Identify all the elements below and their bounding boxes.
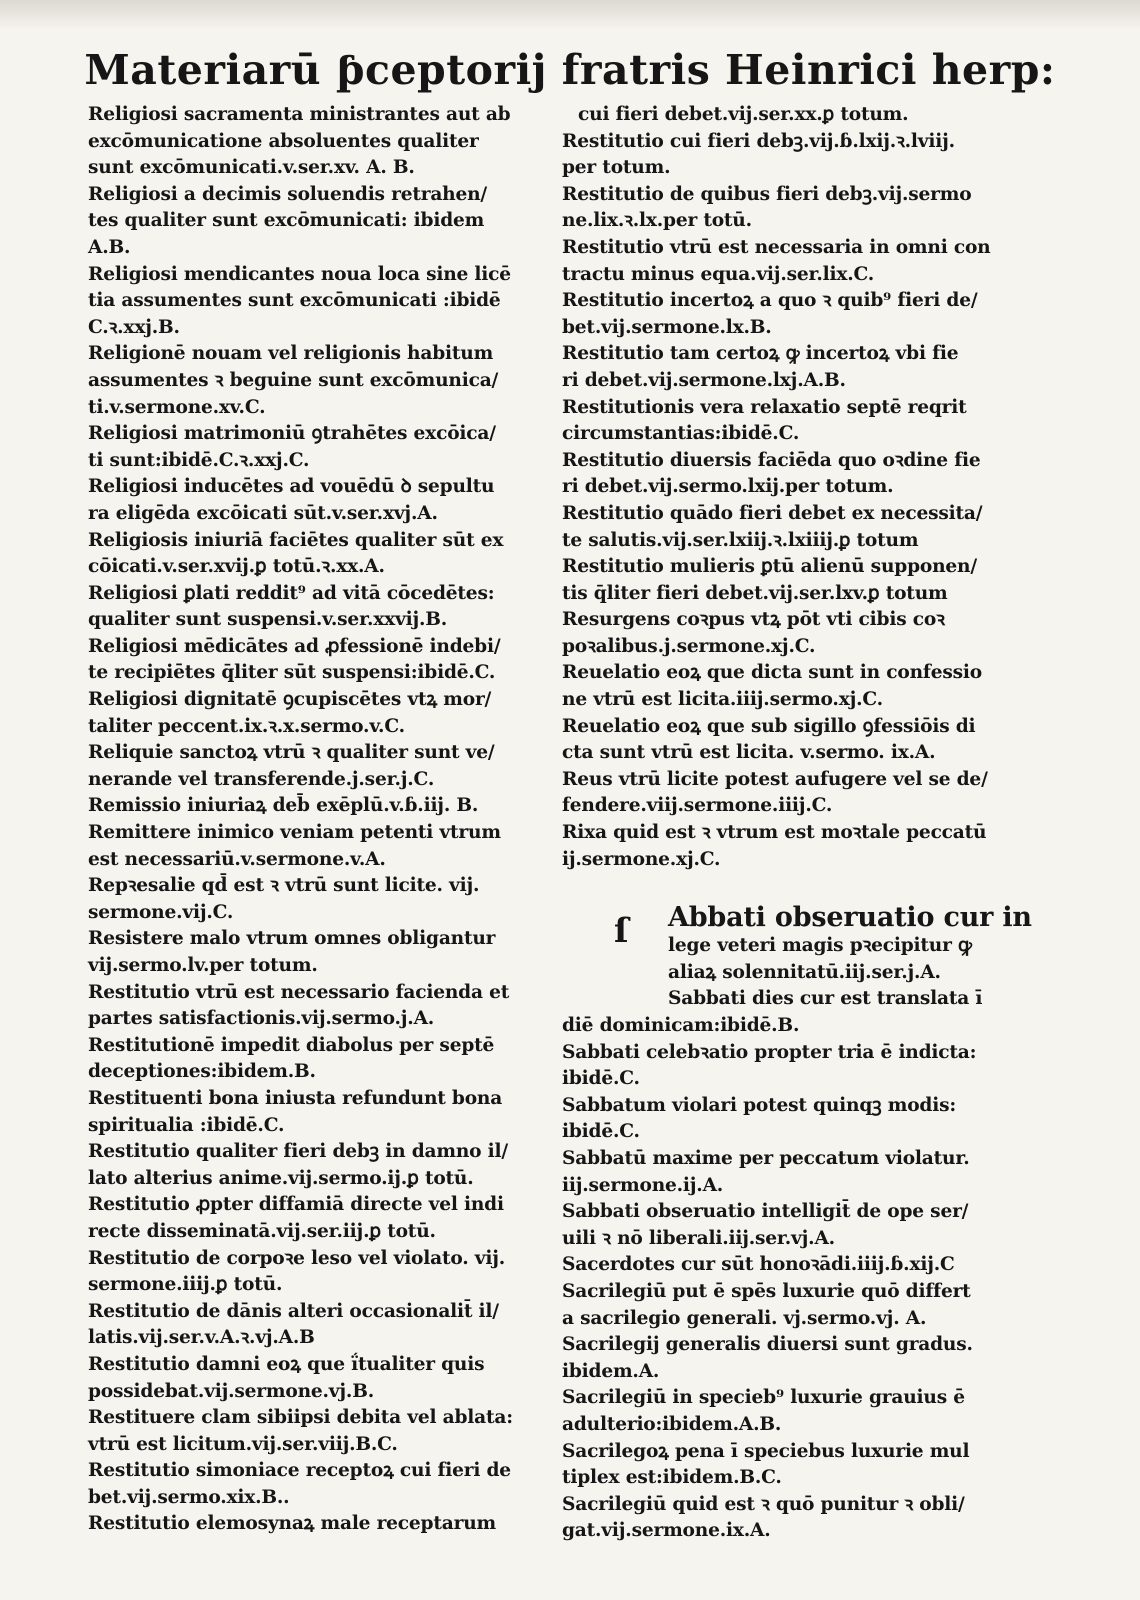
- entry-line: ti sunt:ibidē.C.ꝛ.xxj.C.: [88, 449, 310, 471]
- index-entry: [562, 182, 1024, 235]
- entry-line: Restitutio qualiter fieri debꝫ in damno il/: [88, 1141, 508, 1163]
- entry-line: recte disseminatā.vij.ser.iij.ꝑ totū.: [88, 1220, 436, 1242]
- entry-line: A.B.: [88, 236, 131, 258]
- entry-line: Sacrilegoꝝ pena ī speciebus luxurie mul: [562, 1440, 970, 1462]
- entry-line: tis q̄liter fieri debet.vij.ser.lxv.ꝑ totum: [562, 582, 948, 604]
- entry-line: qualiter sunt suspensi.v.ser.xxvij.B.: [88, 609, 448, 631]
- index-entry: [562, 235, 1024, 288]
- entry-line: Reuelatio eoꝝ que dicta sunt in confessio: [562, 662, 982, 684]
- entry-line: te salutis.vij.ser.lxiij.ꝛ.lxiiij.ꝑ totum: [562, 529, 919, 551]
- entry-line: Sacrilegiū in specieb⁹ luxurie grauius ē: [562, 1387, 965, 1409]
- entry-line: Resurgens coꝛpus vtꝝ pōt vti cibis coꝛ: [562, 609, 945, 631]
- entry-line: Restitutio de quibus fieri debꝫ.vij.sermo: [562, 183, 972, 205]
- index-entry: [88, 421, 538, 474]
- entry-line: Religionē nouam vel religionis habitum: [88, 343, 494, 365]
- entry-line: deceptiones:ibidem.B.: [88, 1061, 316, 1083]
- entry-line: per totum.: [562, 157, 671, 179]
- entry-line: Restitutio elemosynaꝝ male receptarum: [88, 1513, 496, 1535]
- entry-line: Restitutio diuersis faciēda quo oꝛdine fie: [562, 449, 981, 471]
- entry-line: Restitutio damni eoꝝ que ḯtualiter quis: [88, 1353, 485, 1375]
- entry-line: ti.v.sermone.xv.C.: [88, 396, 266, 418]
- entry-line: partes satisfactionis.vij.sermo.j.A.: [88, 1008, 435, 1030]
- index-entry: [88, 474, 538, 527]
- entry-line: Repꝛesalie qd̄ est ꝛ vtrū sunt licite. vij.: [88, 875, 480, 897]
- entry-line: latis.vij.ser.v.A.ꝛ.vj.A.B: [88, 1327, 315, 1349]
- entry-line: ij.sermone.xj.C.: [562, 848, 721, 870]
- entry-line: bet.vij.sermone.lx.B.: [562, 316, 772, 338]
- entry-line: ne.lix.ꝛ.lx.per totū.: [562, 210, 752, 232]
- index-entry: [562, 607, 1024, 660]
- entry-line: Religiosi mēdicātes ad ꝓfessionē indebi/: [88, 635, 501, 657]
- index-entry: [562, 1146, 1024, 1199]
- entry-line: cōicati.v.ser.xvij.ꝑ totū.ꝛ.xx.A.: [88, 556, 385, 578]
- entry-line: Religiosi ꝑlati reddit⁹ ad vitā cōcedētes:: [88, 582, 495, 604]
- index-entry: [88, 182, 538, 262]
- entry-line: cui fieri debet.vij.ser.xx.ꝑ totum.: [578, 104, 909, 125]
- section-heading-lines: [562, 933, 1024, 1013]
- index-entry: [88, 926, 538, 979]
- entry-line: Restitutio tam certoꝝ ꝙ incertoꝝ vbi fie: [562, 343, 959, 365]
- entry-line: Sabbatū maxime per peccatum violatur.: [562, 1147, 970, 1169]
- entry-line: tes qualiter sunt excōmunicati: ibidem: [88, 210, 485, 232]
- index-entry: [88, 820, 538, 873]
- index-entry: [562, 1040, 1024, 1093]
- entry-line: Remissio iniuriaꝝ deb̄ exēplū.v.ɓ.iij. B.: [88, 795, 479, 817]
- entry-line: assumentes ꝛ beguine sunt excōmunica/: [88, 369, 499, 391]
- section-heading-line: Sabbati dies cur est translata ī: [668, 988, 983, 1010]
- entry-line: lato alterius anime.vij.sermo.ij.ꝑ totū.: [88, 1167, 474, 1189]
- entry-line: poꝛalibus.j.sermone.xj.C.: [562, 635, 816, 657]
- right-column: [562, 102, 1032, 1545]
- index-entry: [88, 1352, 538, 1405]
- entry-line: Reliquie sanctoꝝ vtrū ꝛ qualiter sunt ve/: [88, 742, 495, 764]
- index-entry: [88, 1511, 538, 1538]
- entry-line: excōmunicatione absoluentes qualiter: [88, 130, 479, 152]
- index-entry: [562, 1439, 1024, 1492]
- page-top-edge: [0, 0, 1140, 30]
- entry-line: ra eligēda excōicati sūt.v.ser.xvj.A.: [88, 502, 438, 524]
- entry-line: ri debet.vij.sermo.lxij.per totum.: [562, 476, 894, 498]
- index-entry: [88, 980, 538, 1033]
- entry-line: est necessariū.v.sermone.v.A.: [88, 848, 386, 870]
- section-s: [562, 902, 1032, 1545]
- entry-line: taliter peccent.ix.ꝛ.x.sermo.v.C.: [88, 715, 405, 737]
- index-entry: [562, 1093, 1024, 1146]
- index-entry: [562, 288, 1024, 341]
- index-entry: [88, 634, 538, 687]
- index-entry: [88, 1246, 538, 1299]
- section-tail-line: diē dominicam:ibidē.B.: [562, 1015, 800, 1036]
- entry-line: bet.vij.sermo.xix.B..: [88, 1486, 290, 1508]
- index-entry: [88, 528, 538, 581]
- entry-line: ibidem.A.: [562, 1360, 660, 1382]
- index-entry: [562, 554, 1024, 607]
- page-title: Materiarū ƥceptorij fratris Heinrici herp:: [84, 46, 1056, 94]
- entry-line: Restitutionē impedit diabolus per septē: [88, 1034, 495, 1056]
- entry-line: te recipiētes q̄liter sūt suspensi:ibidē.C.: [88, 662, 496, 684]
- index-entry: [88, 1139, 538, 1192]
- entry-line: Restitutio cui fieri debꝫ.vij.ɓ.lxij.ꝛ.lviij.: [562, 130, 955, 152]
- index-entry: [562, 820, 1024, 873]
- entry-line: Religiosi dignitatē ꝯcupiscētes vtꝝ mor/: [88, 689, 492, 711]
- entry-line: ne vtrū est licita.iiij.sermo.xj.C.: [562, 689, 883, 711]
- entry-line: vij.sermo.lv.per totum.: [88, 955, 318, 976]
- entry-line: adulterio:ibidem.A.B.: [562, 1413, 782, 1435]
- entry-line: Religiosi mendicantes noua loca sine licē: [88, 263, 511, 285]
- index-entry: [562, 1385, 1024, 1438]
- index-entry: [88, 873, 538, 926]
- index-entry: [562, 129, 1024, 182]
- entry-line: circumstantias:ibidē.C.: [562, 423, 800, 445]
- index-entry: [562, 501, 1024, 554]
- index-entry: [88, 1458, 538, 1511]
- section-heading: Abbati obseruatio cur in: [668, 902, 1032, 934]
- entry-line: a sacrilegio generali. vj.sermo.vj. A.: [562, 1307, 927, 1329]
- entry-line: possidebat.vij.sermone.vj.B.: [88, 1380, 374, 1402]
- entry-line: Religiosis iniuriā faciētes qualiter sūt ex: [88, 529, 504, 551]
- entry-line: Restitutio vtrū est necessaria in omni con: [562, 236, 991, 258]
- entry-line: uili ꝛ nō liberali.iij.ser.vj.A.: [562, 1227, 835, 1249]
- entry-line: tractu minus equa.vij.ser.lix.C.: [562, 263, 875, 285]
- index-entry: [562, 767, 1024, 820]
- entry-line: fendere.viij.sermone.iiij.C.: [562, 795, 833, 817]
- index-entry: [88, 740, 538, 793]
- entry-line: ri debet.vij.sermone.lxj.A.B.: [562, 369, 846, 391]
- index-entry: [88, 1192, 538, 1245]
- index-entry: [562, 448, 1024, 501]
- entry-line: iij.sermone.ij.A.: [562, 1174, 724, 1196]
- entry-line: Restitutio vtrū est necessario facienda et: [88, 981, 510, 1003]
- entry-line: cta sunt vtrū est licita. v.sermo. ix.A.: [562, 742, 936, 764]
- entry-line: Religiosi sacramenta ministrantes aut ab: [88, 104, 511, 125]
- entry-line: Religiosi inducētes ad vouēdū ꝺ sepultu: [88, 476, 495, 498]
- entry-line: ibidē.C.: [562, 1068, 640, 1090]
- entry-line: C.ꝛ.xxj.B.: [88, 316, 180, 338]
- entry-line: nerande vel transferende.j.ser.j.C.: [88, 768, 435, 790]
- section-heading-line: lege veteri magis pꝛecipitur ꝙ: [668, 935, 972, 957]
- entry-line: Sacrilegiū put ē spēs luxurie quō differt: [562, 1280, 971, 1302]
- entry-line: Restitutio quādo fieri debet ex necessita/: [562, 502, 983, 524]
- entry-line: Restituere clam sibiipsi debita vel ablata:: [88, 1407, 513, 1429]
- left-column: [88, 102, 538, 1538]
- index-entry: [562, 1492, 1024, 1545]
- index-entry: [562, 395, 1024, 448]
- index-entry: [88, 1299, 538, 1352]
- entry-line: sunt excōmunicati.v.ser.xv. A. B.: [88, 157, 415, 179]
- entry-line: Restitutio de dānis alteri occasionalit̄ il/: [88, 1300, 499, 1322]
- index-entry: [88, 262, 538, 342]
- index-entry: [88, 1086, 538, 1139]
- entry-line: Restitutio mulieris ꝑtū alienū supponen/: [562, 556, 977, 578]
- index-entry: [562, 102, 1024, 129]
- entry-line: vtrū est licitum.vij.ser.viij.B.C.: [88, 1433, 398, 1455]
- entry-line: Restitutio ꝓpter diffamiā directe vel indi: [88, 1194, 504, 1216]
- index-entry: [88, 1033, 538, 1086]
- index-entry: [562, 341, 1024, 394]
- section-heading-line: aliaꝝ solennitatū.iij.ser.j.A.: [668, 961, 941, 983]
- entry-line: Restitutio de corpoꝛe leso vel violato. vij.: [88, 1247, 506, 1269]
- entry-line: Sabbatum violari potest quinqꝫ modis:: [562, 1094, 956, 1116]
- entry-line: ibidē.C.: [562, 1121, 640, 1143]
- entry-line: gat.vij.sermone.ix.A.: [562, 1520, 771, 1542]
- entry-line: Remittere inimico veniam petenti vtrum: [88, 822, 501, 844]
- index-entry: [88, 793, 538, 820]
- entry-line: tiplex est:ibidem.B.C.: [562, 1467, 782, 1489]
- entry-line: Religiosi matrimoniū ꝯtrahētes excōica/: [88, 423, 496, 445]
- index-entry: [562, 1199, 1024, 1252]
- entry-line: Sabbati celebꝛatio propter tria ē indicta:: [562, 1041, 977, 1063]
- entry-line: Religiosi a decimis soluendis retrahen/: [88, 183, 488, 205]
- entry-line: Restitutio simoniace receptoꝝ cui fieri de: [88, 1460, 511, 1482]
- entry-line: spiritualia :ibidē.C.: [88, 1114, 285, 1136]
- index-entry: [562, 660, 1024, 713]
- right-column-entries: [562, 102, 1024, 873]
- entry-line: Restitutionis vera relaxatio septē reqrit: [562, 396, 967, 418]
- section-entries: [562, 1040, 1024, 1545]
- entry-line: Restitutio incertoꝝ a quo ꝛ quib⁹ fieri de/: [562, 290, 978, 312]
- entry-line: Reuelatio eoꝝ que sub sigillo ꝯfessiōis di: [562, 715, 976, 737]
- entry-line: Sacrilegij generalis diuersi sunt gradus.: [562, 1334, 973, 1356]
- entry-line: Restituenti bona iniusta refundunt bona: [88, 1087, 503, 1109]
- entry-line: Rixa quid est ꝛ vtrum est moꝛtale peccatū: [562, 822, 987, 844]
- entry-line: tia assumentes sunt excōmunicati :ibidē: [88, 290, 501, 312]
- index-entry: [88, 581, 538, 634]
- entry-line: Sabbati obseruatio intelligit̄ de ope ser/: [562, 1201, 969, 1223]
- entry-line: Resistere malo vtrum omnes obligantur: [88, 928, 496, 950]
- section-initial: ſ: [614, 911, 629, 952]
- index-entry: [562, 1252, 1024, 1279]
- entry-line: Reus vtrū licite potest aufugere vel se de/: [562, 768, 988, 790]
- index-entry: [562, 1279, 1024, 1332]
- index-entry: [88, 341, 538, 421]
- entry-line: sermone.vij.C.: [88, 901, 234, 923]
- index-entry: [562, 714, 1024, 767]
- index-entry: [562, 1332, 1024, 1385]
- index-entry: [88, 1405, 538, 1458]
- index-entry: [88, 102, 538, 182]
- index-entry: [88, 687, 538, 740]
- entry-line: Sacerdotes cur sūt honoꝛādi.iiij.ɓ.xij.C: [562, 1254, 955, 1276]
- entry-line: Sacrilegiū quid est ꝛ quō punitur ꝛ obli/: [562, 1493, 965, 1515]
- entry-line: sermone.iiij.ꝑ totū.: [88, 1274, 283, 1296]
